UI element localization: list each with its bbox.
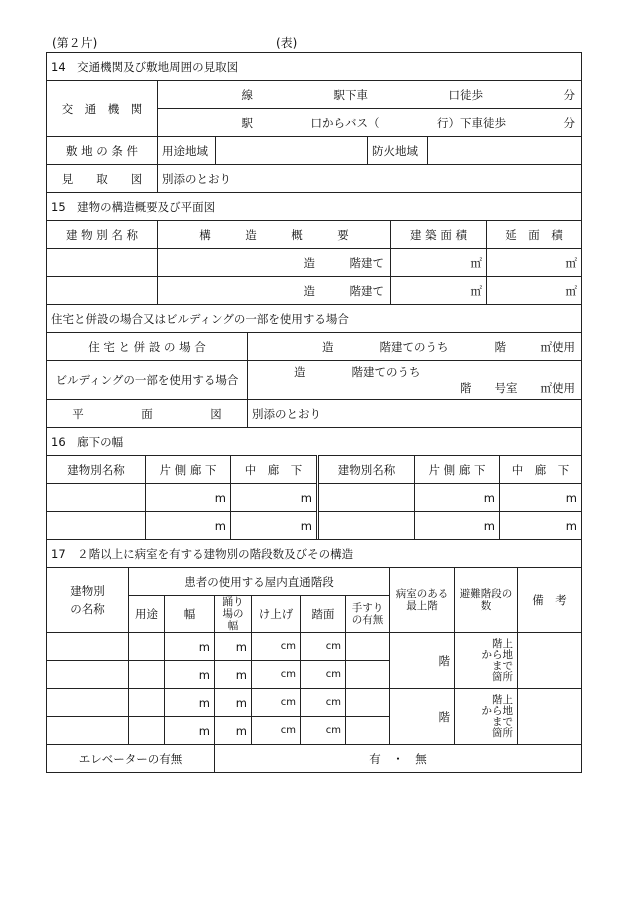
use-zone-field[interactable] [216,137,368,165]
transport-line-1[interactable]: 線 駅下車 口徒歩 分 [158,81,582,109]
single-corridor-header: 片 側 廊 下 [146,456,231,484]
stairs-row [47,689,582,717]
stairs-building-field[interactable] [47,661,129,689]
section-16-table [46,427,582,540]
stairs-row [47,633,582,661]
escape-stairs-field[interactable]: 階上 から地 まで 箇所 [455,689,518,745]
handrail-field[interactable] [346,661,390,689]
structure-header: 構 造 概 要 [158,221,391,249]
single-corridor-field[interactable]: m [146,512,231,540]
site-conditions-label: 敷 地 の 条 件 [47,137,158,165]
middle-corridor-field[interactable]: m [231,484,318,512]
use-zone-label: 用途地域 [158,137,216,165]
building-name-field[interactable] [47,249,158,277]
escape-stairs-field[interactable]: 階上 から地 まで 箇所 [455,633,518,689]
riser-field[interactable]: cm [252,661,301,689]
tread-header: 踏面 [301,596,346,633]
house-combined-label: 住 宅 と 併 設 の 場 合 [47,333,248,361]
building-name-header: 建 物 別 名 称 [47,221,158,249]
remarks-header: 備 考 [518,568,582,633]
top-floor-header: 病室のある最上階 [390,568,455,633]
handrail-field[interactable] [346,717,390,745]
width-field[interactable]: m [165,633,215,661]
handrail-header: 手すりの有無 [346,596,390,633]
stairs-building-field[interactable] [47,689,129,717]
top-floor-field[interactable]: 階 [390,689,455,745]
stairs-building-field[interactable] [47,633,129,661]
riser-field[interactable]: cm [252,633,301,661]
remarks-field[interactable] [518,689,582,745]
width-field[interactable]: m [165,661,215,689]
building-area-field[interactable]: ㎡ [391,249,487,277]
building-part-label: ビルディングの一部を使用する場合 [47,361,248,400]
section-14-title: 14 交通機関及び敷地周囲の見取図 [47,53,582,81]
escape-stairs-header: 避難階段の数 [455,568,518,633]
corridor-building-field[interactable] [318,512,415,540]
floor-plan-label: 平 面 図 [47,400,248,428]
building-name-field[interactable] [47,277,158,305]
top-floor-field[interactable]: 階 [390,633,455,689]
width-field[interactable]: m [165,689,215,717]
width-field[interactable]: m [165,717,215,745]
building-part-field[interactable] [248,361,582,400]
corridor-building-field[interactable] [318,484,415,512]
section-17-table [46,539,582,773]
section-14-table [46,52,582,193]
tread-field[interactable]: cm [301,689,346,717]
sketch-value[interactable]: 別添のとおり [158,165,582,193]
fire-zone-label: 防火地域 [368,137,428,165]
corridor-building-field[interactable] [47,512,146,540]
single-corridor-header: 片 側 廊 下 [415,456,500,484]
middle-corridor-field[interactable]: m [500,512,582,540]
structure-field[interactable]: 造 階建て [158,277,391,305]
building-area-header: 建 築 面 積 [391,221,487,249]
structure-field[interactable]: 造 階建て [158,249,391,277]
building-area-field[interactable]: ㎡ [391,277,487,305]
stairs-building-header: 建物別 の名称 [47,568,129,633]
tread-field[interactable]: cm [301,717,346,745]
riser-header: け上げ [252,596,301,633]
floor-area-header: 延 面 積 [487,221,582,249]
middle-corridor-header: 中 廊 下 [231,456,318,484]
use-field[interactable] [129,633,165,661]
section-15-table [46,192,582,428]
riser-field[interactable]: cm [252,689,301,717]
page-number: (第２片) [52,36,98,50]
remarks-field[interactable] [518,633,582,689]
page-side-label: (表) [276,36,298,50]
elevator-choice[interactable]: 有 ・ 無 [215,745,582,773]
floor-area-field[interactable]: ㎡ [487,249,582,277]
floor-area-field[interactable]: ㎡ [487,277,582,305]
fire-zone-field[interactable] [428,137,582,165]
use-field[interactable] [129,661,165,689]
width-header: 幅 [165,596,215,633]
handrail-field[interactable] [346,689,390,717]
section-17-title: 17 ２階以上に病室を有する建物別の階段数及びその構造 [47,540,582,568]
middle-corridor-field[interactable]: m [231,512,318,540]
use-field[interactable] [129,717,165,745]
riser-field[interactable]: cm [252,717,301,745]
single-corridor-field[interactable]: m [415,484,500,512]
building-part-line-1: 造 階建てのうち [294,365,421,379]
corridor-row [47,484,582,512]
use-header: 用途 [129,596,165,633]
elevator-label: エレベーターの有無 [47,745,215,773]
middle-corridor-field[interactable]: m [500,484,582,512]
floor-plan-value[interactable]: 別添のとおり [248,400,582,428]
tread-field[interactable]: cm [301,661,346,689]
structure-row [47,277,582,305]
single-corridor-field[interactable]: m [146,484,231,512]
mixed-use-title: 住宅と併設の場合又はビルディングの一部を使用する場合 [47,305,582,333]
corridor-building-header: 建物別名称 [318,456,415,484]
house-combined-field[interactable]: 造 階建てのうち 階 ㎡使用 [248,333,582,361]
corridor-building-field[interactable] [47,484,146,512]
landing-width-header: 踊り場の幅 [215,596,252,633]
use-field[interactable] [129,689,165,717]
tread-field[interactable]: cm [301,633,346,661]
structure-row [47,249,582,277]
corridor-row [47,512,582,540]
form-frame [46,52,582,782]
landing-field[interactable]: m [215,661,252,689]
building-part-line-2: 階 号室 ㎡使用 [460,381,575,395]
stairs-building-field[interactable] [47,717,129,745]
transport-line-2[interactable]: 駅 口からバス（ 行）下車徒歩 分 [158,109,582,137]
landing-field[interactable]: m [215,717,252,745]
section-16-title: 16 廊下の幅 [47,428,582,456]
stairs-group-header: 患者の使用する屋内直通階段 [129,568,390,596]
transport-label: 交 通 機 関 [47,81,158,137]
handrail-field[interactable] [346,633,390,661]
landing-field[interactable]: m [215,689,252,717]
landing-field[interactable]: m [215,633,252,661]
single-corridor-field[interactable]: m [415,512,500,540]
corridor-building-header: 建物別名称 [47,456,146,484]
middle-corridor-header: 中 廊 下 [500,456,582,484]
sketch-label: 見 取 図 [47,165,158,193]
section-15-title: 15 建物の構造概要及び平面図 [47,193,582,221]
